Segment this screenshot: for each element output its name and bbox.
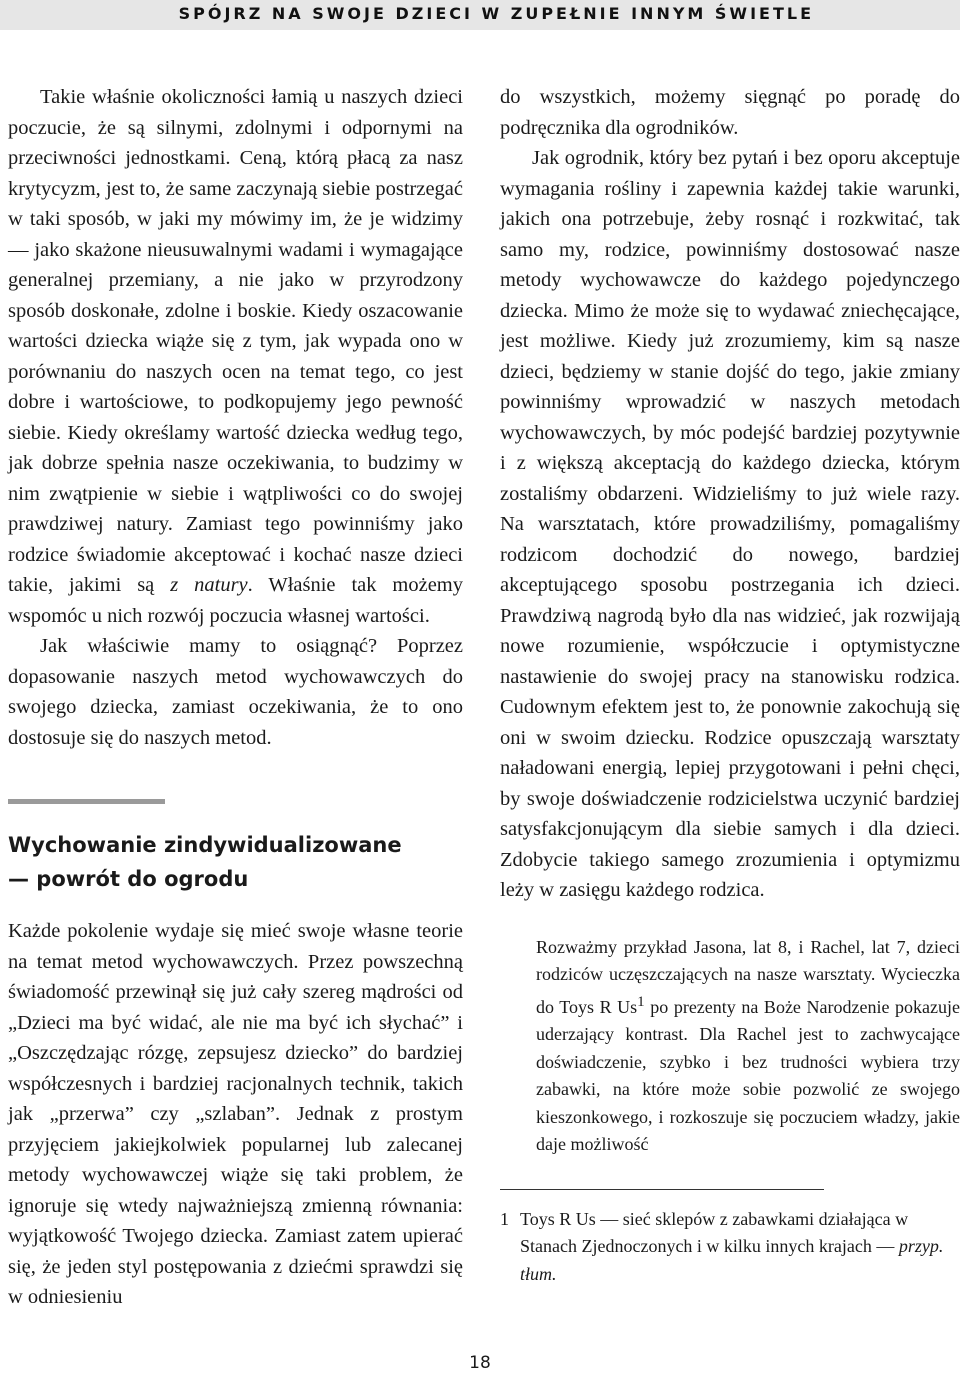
right-column [500, 82, 960, 1288]
footnote-reference: 1 [637, 993, 645, 1010]
paragraph-text: Takie właśnie okoliczności łamią u naszych dzieci poczucie, że są silnymi, zdolnymi i odpornymi na przeciwności jednostkami. Ceną, którą płacą za nasz krytycyzm, jest to, że same zaczynają siebie postrzegać w taki sposób, w jaki my mówimy im, że je widzimy — jako skażone nieusuwalnymi wadami i wymagające generalnej przemiany, a nie jako w przyrodzony sposób doskonałe, zdolne i boskie. Kiedy oszacowanie wartości dziecka wiąże się z tym, jak wypada ono w porównaniu do naszych ocen na temat tego, co jest dobre i wartościowe, to podkopujemy jego pewność siebie. Kiedy określamy wartość dziecka według tego, jak dobrze spełnia nasze oczekiwania, to budzimy w nim zwątpienie w siebie i wątpliwości co do swojej prawdziwej natury. Zamiast tego powinniśmy jako rodzice świadomie akceptować i kochać nasze dzieci takie, jakimi są [8, 86, 463, 596]
running-head-title: SPÓJRZ NA SWOJE DZIECI W ZUPEŁNIE INNYM ŚWIETLE [178, 4, 814, 23]
example-text: Rozważmy przykład Jasona, lat 8, i Rachel, lat 7, dzieci rodziców uczęszczających na nasze warsztaty. Wycieczka do Toys R Us [536, 936, 960, 1017]
example-block [536, 934, 960, 1159]
section-title-line: — powrót do ogrodu [8, 867, 249, 891]
body-paragraph: do wszystkich, możemy sięgnąć po poradę do podręcznika dla ogrodników. [500, 86, 960, 139]
section-title [8, 828, 463, 896]
footnote-text [520, 1206, 960, 1289]
footnote-body: Toys R Us — sieć sklepów z zabawkami działająca w Stanach Zjednoczonych i w kilku innych krajach — [520, 1208, 909, 1256]
italic-text: z natury [170, 574, 248, 596]
body-paragraph [8, 82, 463, 631]
body-paragraph: Każde pokolenie wydaje się mieć swoje własne teorie na temat metod wychowawczych. Przez powszechną świadomość przewinął się już cały szereg mądrości od „Dzieci ma być widać, ale nie ma być ich słychać” i „Oszczędzając rózgę, zepsujesz dziecko” do bardziej współczesnych i bardziej racjonalnych technik, takich jak „przerwa” czy „szlaban”. Jednak z prostym przyjęciem jakiejkolwiek popularnej lub zalecanej metody wychowawczej wiąże się taki problem, że ignoruje się wtedy najważniejszą zmienną równania: wyjątkowość Twojego dziecka. Zamiast zatem upierać się, że jeden styl postępowania z dziećmi sprawdzi się w odniesieniu [8, 920, 463, 1308]
paragraph-text: . Właśnie tak możemy wspomóc u nich rozwój poczucia własnej wartości. [8, 574, 464, 627]
example-text: po prezenty na Boże Narodzenie pokazuje uderzający kontrast. Dla Rachel jest to zachwycające doświadczenie, szybko i bez trudności wybiera trzy zabawki, na które może sobie pozwolić ze swojego kieszonkowego, i rozkoszuje się poczuciem władzy, jakie daje możliwość [536, 996, 960, 1154]
footnote-number: 1 [500, 1208, 509, 1229]
footnote-italic: przyp. tłum. [520, 1236, 944, 1284]
page-number: 18 [469, 1353, 491, 1373]
left-column [8, 82, 463, 1313]
example-paragraph [536, 934, 960, 1159]
section-heading-rule [8, 799, 165, 804]
footnote [500, 1206, 960, 1289]
footnote-rule [500, 1189, 824, 1190]
body-paragraph: Jak właściwie mamy to osiągnąć? Poprzez dopasowanie naszych metod wychowawczych do swojego dziecka, zamiast oczekiwania, że to ono dostosuje się do naszych metod. [8, 635, 463, 749]
section-title-line: Wychowanie zindywidualizowane [8, 833, 402, 857]
body-paragraph: Jak ogrodnik, który bez pytań i bez oporu akceptuje wymagania rośliny i zapewnia każdej takie warunki, jakich ona potrzebuje, żeby rosnąć i rozkwitać, tak samo my, rodzice, powinniśmy dostosować nasze metody wychowawcze do każdego pojedynczego dziecka. Mimo że może się to wydawać zniechęcające, jest możliwe. Kiedy już zrozumiemy, kim są nasze dzieci, będziemy w stanie dojść do tego, jakie zmiany powinniśmy wprowadzić w naszych metodach wychowawczych, by móc podejść bardziej pozytywnie i z większą akceptacją do każdego dziecka, którym zostaliśmy obdarzeni. Widzieliśmy to już wiele razy. Na warsztatach, które prowadziliśmy, pomagaliśmy rodzicom dochodzić do nowego, bardziej akceptującego sposobu postrzegania ich dzieci. Prawdziwą nagrodą było dla nas widzieć, jak rozwijają nowe rozumienie, współczucie i optymistyczne nastawienie do swojej pracy na stanowisku rodzica. Cudownym efektem jest to, że ponownie zakochują się oni w swoim dziecku. Rodzice opuszczają warsztaty naładowani energią, lepiej przygotowani i pełni chęci, by swoje doświadczenie rodzicielstwa uczynić bardziej satysfakcjonującym dla siebie samych i dla dzieci. Zdobycie takiego samego zrozumienia i optymizmu leży w zasięgu każdego rodzica. [500, 147, 960, 901]
running-head [0, 0, 960, 30]
